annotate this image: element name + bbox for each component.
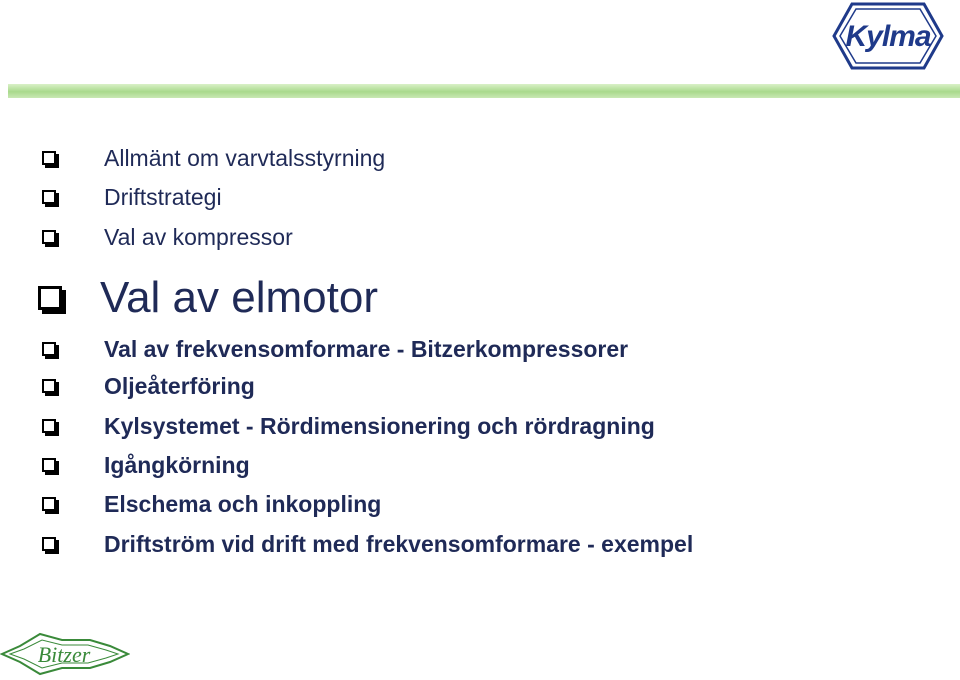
bitzer-logo <box>0 630 130 678</box>
checkbox-icon <box>42 342 56 356</box>
checkbox-icon <box>42 419 56 433</box>
checkbox-icon <box>42 458 56 472</box>
agenda-item-5 <box>38 331 628 367</box>
svg-text:Bitzer: Bitzer <box>37 642 91 667</box>
agenda-item-8 <box>38 447 250 483</box>
checkbox-icon <box>42 379 56 393</box>
checkbox-icon <box>42 230 56 244</box>
checkbox-icon <box>42 537 56 551</box>
agenda-item-text: Igångkörning <box>104 451 250 478</box>
agenda-item-1 <box>38 140 385 176</box>
checkbox-icon <box>42 190 56 204</box>
agenda-item-6 <box>38 368 255 404</box>
agenda-item-3 <box>38 219 293 255</box>
agenda-item-9 <box>38 486 381 522</box>
agenda-item-10 <box>38 526 693 562</box>
svg-text:Kylma: Kylma <box>845 20 931 53</box>
checkbox-icon <box>42 151 56 165</box>
agenda-item-text: Kylsystemet - Rördimensionering och rördragning <box>104 412 655 439</box>
agenda-item-text: Elschema och inkoppling <box>104 490 382 517</box>
agenda-item-2 <box>38 179 222 215</box>
agenda-item-text: Val av kompressor <box>104 223 293 250</box>
checkbox-icon <box>42 497 56 511</box>
agenda-item-text: Val av frekvensomformare - Bitzerkompressorer <box>104 335 629 362</box>
agenda-item-7 <box>38 408 655 444</box>
agenda-item-text: Oljeåterföring <box>104 372 255 399</box>
agenda-item-text: Allmänt om varvtalsstyrning <box>104 144 386 171</box>
agenda-item-4-current <box>38 270 378 326</box>
agenda-item-text: Val av elmotor <box>100 273 378 322</box>
agenda-item-text: Driftström vid drift med frekvensomformare - exempel <box>104 530 694 557</box>
agenda-item-text: Driftstrategi <box>104 183 222 210</box>
checkbox-icon <box>38 286 62 310</box>
